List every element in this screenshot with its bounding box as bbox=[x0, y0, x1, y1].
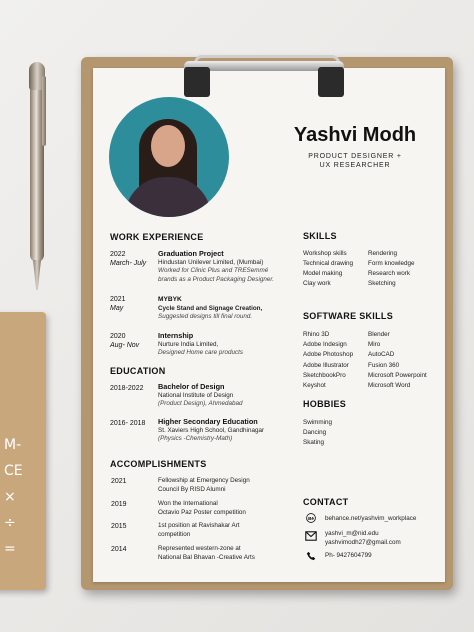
education-date: 2018-2022 bbox=[110, 385, 144, 392]
contact-behance: behance.net/yashvim_workplace bbox=[325, 515, 417, 522]
section-heading-work: WORK EXPERIENCE bbox=[110, 232, 204, 242]
accomplishment-entry: Won the International Octavio Paz Poster competition bbox=[158, 500, 246, 516]
work-entry: Graduation Project Hindustan Unilever Limited, (Mumbai) Worked for Clinic Plus and TRESemmé brands as a Product Packaging Designer. bbox=[158, 249, 274, 283]
clipboard-clip bbox=[184, 55, 344, 99]
section-heading-hobbies: HOBBIES bbox=[303, 399, 347, 409]
hobbies-list: Swimming Dancing Skating bbox=[303, 419, 333, 446]
education-entry: Higher Secondary Education St. Xaviers High School, Gandhinagar (Physics -Chemistry-Math) bbox=[158, 417, 265, 443]
work-date: 2020 Aug- Nov bbox=[110, 333, 140, 349]
contact-phone: Ph- 9427604799 bbox=[325, 552, 372, 559]
accomplishment-year: 2021 bbox=[111, 478, 127, 485]
accomplishment-year: 2019 bbox=[111, 501, 127, 508]
section-heading-contact: CONTACT bbox=[303, 497, 349, 507]
software-list-right: Blender Miro AutoCAD Fusion 360 Microsoft Powerpoint Microsoft Word bbox=[368, 331, 427, 390]
skills-list-right: Rendering Form knowledge Research work Sketching bbox=[368, 250, 415, 287]
section-heading-skills: SKILLS bbox=[303, 231, 337, 241]
accomplishment-entry: Represented western-zone at National Bal Bhavan -Creative Arts bbox=[158, 545, 255, 561]
calculator-key: × bbox=[4, 489, 16, 505]
svg-text:Bē: Bē bbox=[308, 515, 314, 521]
resume-name: Yashvi Modh bbox=[293, 124, 417, 146]
work-date: 2021 May bbox=[110, 296, 126, 312]
section-heading-accomplishments: ACCOMPLISHMENTS bbox=[110, 459, 207, 469]
accomplishment-entry: 1st position at Ravishakar Art competition bbox=[158, 522, 240, 538]
skills-list-left: Workshop skills Technical drawing Model making Clay work bbox=[303, 250, 354, 287]
contact-email: yashvi_m@nid.edu yashvimodh27@gmail.com bbox=[325, 530, 401, 546]
accomplishment-entry: Fellowship at Emergency Design Council By RISD Alumni bbox=[158, 477, 250, 493]
calculator-key: CE bbox=[4, 463, 23, 479]
software-list-left: Rhino 3D Adobe Indesign Adobe Photoshop Adobe Illustrator SketchbookPro Keyshot bbox=[303, 331, 354, 390]
work-entry: MYBYK Cycle Stand and Signage Creation, Suggested designs till final round. bbox=[158, 296, 263, 321]
profile-photo bbox=[109, 97, 229, 217]
pen bbox=[27, 62, 47, 294]
work-entry: Internship Nurture India Limited, Designed Home care products bbox=[158, 331, 244, 357]
calculator-key: = bbox=[4, 541, 16, 557]
education-date: 2016- 2018 bbox=[110, 420, 146, 427]
resume-role: PRODUCT DESIGNER + UX RESEARCHER bbox=[308, 153, 402, 169]
section-heading-software: SOFTWARE SKILLS bbox=[303, 311, 393, 321]
calculator-key: M- bbox=[4, 437, 22, 453]
section-heading-education: EDUCATION bbox=[110, 366, 166, 376]
work-date: 2022 March- July bbox=[110, 251, 147, 267]
phone-icon bbox=[305, 551, 317, 561]
calculator-key: ÷ bbox=[4, 515, 16, 531]
accomplishment-year: 2015 bbox=[111, 523, 127, 530]
envelope-icon bbox=[305, 531, 317, 541]
calculator bbox=[0, 312, 46, 590]
accomplishment-year: 2014 bbox=[111, 546, 127, 553]
behance-icon bbox=[305, 513, 317, 523]
education-entry: Bachelor of Design National Institute of Design (Product Design), Ahmedabad bbox=[158, 382, 243, 408]
